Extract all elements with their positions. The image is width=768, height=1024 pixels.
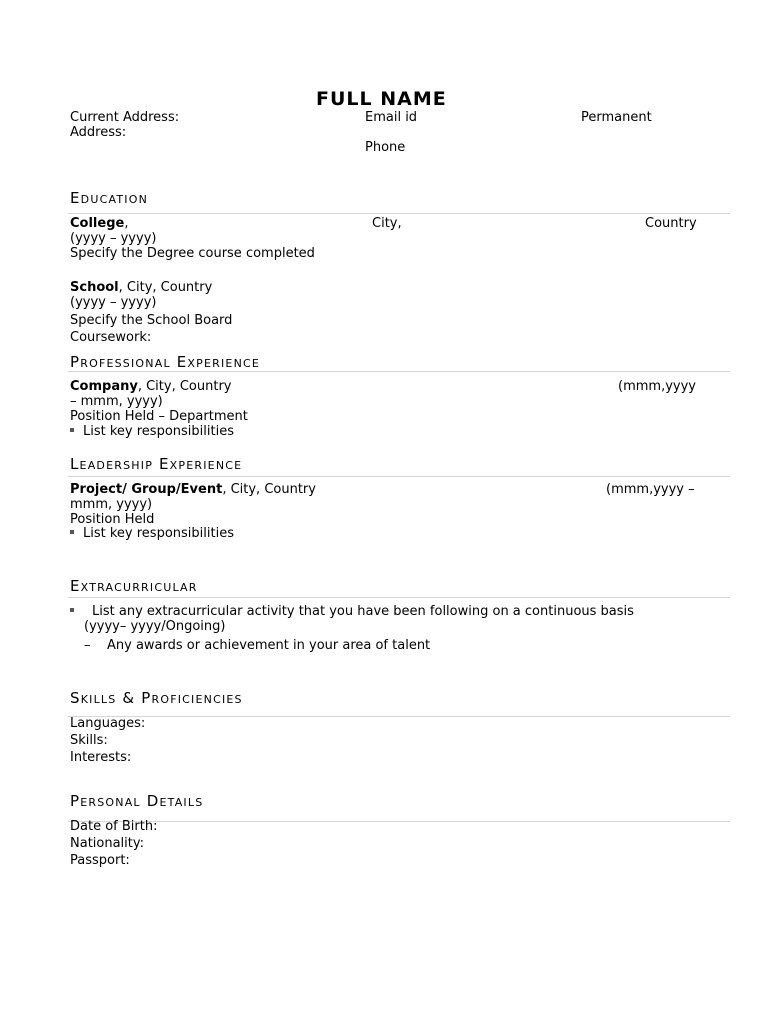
company-position: Position Held – Department — [70, 409, 248, 424]
leadership-divider — [68, 476, 730, 477]
project-location: , City, Country — [222, 482, 316, 497]
college-name: College — [70, 216, 125, 231]
college-country: Country — [645, 216, 697, 231]
email-label: Email id — [365, 110, 418, 125]
professional-divider — [68, 371, 730, 372]
permanent-label: Permanent — [581, 110, 652, 125]
education-heading: Education — [70, 189, 149, 207]
extracurricular-divider — [68, 597, 730, 598]
school-board: Specify the School Board — [70, 313, 233, 328]
resume-name: FULL NAME — [316, 88, 447, 110]
company-bullet-text: List key responsibilities — [83, 424, 234, 439]
company-bullet — [70, 424, 234, 439]
extracurricular-heading: Extracurricular — [70, 577, 198, 595]
school-name: School — [70, 280, 119, 295]
project-dates-end: mmm, yyyy) — [70, 497, 153, 512]
extracurricular-bullet-text: List any extracurricular activity that you have been following on a continuous basis — [92, 604, 634, 619]
project-dates-start: (mmm,yyyy – — [606, 482, 695, 497]
college-degree: Specify the Degree course completed — [70, 246, 315, 261]
company-line — [70, 379, 231, 394]
extracurricular-sub: Any awards or achievement in your area of talent — [107, 638, 431, 653]
company-location: , City, Country — [137, 379, 232, 394]
leadership-heading: Leadership Experience — [70, 455, 243, 473]
company-dates-start: (mmm,yyyy — [618, 379, 696, 394]
personal-heading: Personal Details — [70, 792, 204, 810]
project-bullet — [70, 526, 234, 541]
school-years: (yyyy – yyyy) — [70, 295, 157, 310]
nationality-label: Nationality: — [70, 836, 145, 851]
professional-heading: Professional Experience — [70, 353, 261, 371]
personal-divider — [68, 821, 730, 822]
dob-label: Date of Birth: — [70, 819, 158, 834]
school-location: , City, Country — [118, 280, 213, 295]
extracurricular-years: (yyyy– yyyy/Ongoing) — [84, 619, 226, 634]
passport-label: Passport: — [70, 853, 130, 868]
project-line — [70, 482, 316, 497]
college-comma: , — [124, 216, 129, 231]
company-name: Company — [70, 379, 138, 394]
extracurricular-dash: – — [84, 638, 91, 653]
skills-label: Skills: — [70, 733, 108, 748]
school-line — [70, 280, 212, 295]
project-name: Project/ Group/Event — [70, 482, 223, 497]
current-address-label: Current Address: — [70, 110, 180, 125]
college-line — [70, 216, 128, 231]
project-bullet-text: List key responsibilities — [83, 526, 234, 541]
skills-heading: Skills & Proficiencies — [70, 689, 243, 707]
interests-label: Interests: — [70, 750, 132, 765]
school-coursework: Coursework: — [70, 330, 152, 345]
phone-label: Phone — [365, 140, 406, 155]
bullet-icon — [70, 530, 74, 534]
bullet-icon — [70, 608, 74, 612]
languages-label: Languages: — [70, 716, 146, 731]
education-divider — [68, 213, 730, 214]
company-dates-end: – mmm, yyyy) — [70, 394, 163, 409]
college-years: (yyyy – yyyy) — [70, 231, 157, 246]
address-continued-label: Address: — [70, 125, 127, 140]
bullet-icon — [70, 428, 74, 432]
college-city: City, — [372, 216, 402, 231]
project-position: Position Held — [70, 512, 155, 527]
skills-divider — [68, 716, 730, 717]
extracurricular-bullet — [70, 604, 634, 619]
